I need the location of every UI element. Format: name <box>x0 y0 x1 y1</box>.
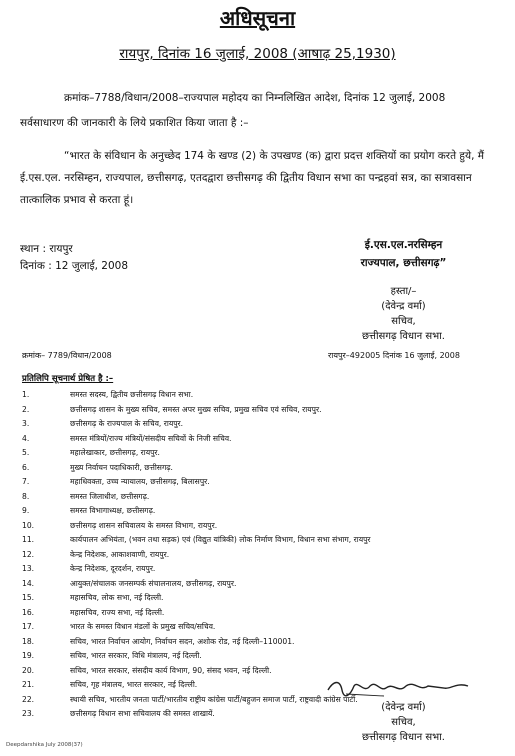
copy-to-heading: प्रतिलिपि सूचनार्थ प्रेषित है :– <box>22 374 114 384</box>
handwritten-signature <box>324 676 474 700</box>
list-item: 1. समस्त सदस्य, द्वितीय छत्तीसगढ़ विधान सभा. <box>22 390 194 399</box>
secretary-office: छत्तीसगढ़ विधान सभा. <box>362 331 445 342</box>
list-item: 10. छत्तीसगढ़ शासन सचिवालय के समस्त विभाग, रायपुर. <box>22 520 218 530</box>
secretary-post: सचिव, <box>391 316 416 327</box>
list-item: 19. सचिव, भारत सरकार, विधि मंत्रालय, नई दिल्ली. <box>22 651 202 660</box>
list-item: 22. स्थायी सचिव, भारतीय जनता पार्टी/भारतीय राष्ट्रीय कांग्रेस पार्टी/बहुजन समाज पार्टी, राष्ट्रवादी कांग्रेस पार्टी. <box>22 694 358 704</box>
list-item: 17. भारत के समस्त विधान मंडलों के प्रमुख सचिव/सचिव. <box>22 622 216 631</box>
list-item: 5. महालेखाकार, छत्तीसगढ़, रायपुर. <box>22 448 160 457</box>
secretary-name: (देवेन्द्र वर्मा) <box>381 301 426 312</box>
closing-signature-block <box>316 700 491 745</box>
list-item: 16. महासचिव, राज्य सभा, नई दिल्ली. <box>22 607 165 617</box>
closing-post: सचिव, <box>391 717 416 728</box>
dateline <box>0 44 515 62</box>
page-title: अधिसूचना <box>219 6 296 30</box>
order-body: “भारत के संविधान के अनुच्छेद 174 के खण्ड (2) के उपखण्ड (क) द्वारा प्रदत्त शक्तियों का प्रयोग करते हुये, मैं ई.एस.एल. नरसिम्हन, राज्यपाल, छत्तीसगढ़, एतदद्वारा छत्तीसगढ़ की द्वितीय विधान सभा का पन्द्रहवां सत्र, का सत्रावसान तात्कालिक प्रभाव से करता हूं। <box>20 150 485 206</box>
order-intro-line1: क्रमांक–7788/विधान/2008–राज्यपाल महोदय का निम्नलिखित आदेश, दिनांक 12 जुलाई, 2008 <box>64 92 446 104</box>
list-item: 7. महाधिवक्ता, उच्च न्यायालय, छत्तीसगढ़, बिलासपुर. <box>22 477 210 486</box>
copy-to-list <box>22 388 502 722</box>
list-item: 23. छत्तीसगढ़ विधान सभा सचिवालय की समस्त शाखायें. <box>22 709 215 718</box>
list-item: 4. समस्त मंत्रियों/राज्य मंत्रियों/संसदीय सचिवों के निजी सचिव. <box>22 433 232 443</box>
list-item: 12. केन्द्र निदेशक, आकाशवाणी, रायपुर. <box>22 549 170 559</box>
list-item: 15. महासचिव, लोक सभा, नई दिल्ली. <box>22 593 164 602</box>
governor-designation: राज्यपाल, छत्तीसगढ़” <box>360 257 447 269</box>
list-item: 18. सचिव, भारत निर्वाचन आयोग, निर्वाचन सदन, अशोक रोड, नई दिल्ली–110001. <box>22 636 295 646</box>
secretary-signed: हस्ता/– <box>390 286 417 297</box>
page-footer: Deepdarshika July 2008(37) <box>6 742 83 748</box>
reference-date: रायपुर–492005 दिनांक 16 जुलाई, 2008 <box>328 351 460 360</box>
list-item: 21. सचिव, गृह मंत्रालय, भारत सरकार, नई दिल्ली. <box>22 680 198 689</box>
dateline-text: रायपुर, दिनांक 16 जुलाई, 2008 (आषाढ़ 25,1930) <box>119 46 396 62</box>
order-intro-line2: सर्वसाधारण की जानकारी के लिये प्रकाशित किया जाता है :– <box>20 117 249 129</box>
closing-office: छत्तीसगढ़ विधान सभा. <box>362 732 445 743</box>
list-item: 9. समस्त विभागाध्यक्ष, छत्तीसगढ़. <box>22 506 156 515</box>
list-item: 20. सचिव, भारत सरकार, संसदीय कार्य विभाग, 90, संसद भवन, नई दिल्ली. <box>22 665 272 675</box>
date-line: दिनांक : 12 जुलाई, 2008 <box>20 260 128 272</box>
governor-signature-block <box>316 236 491 272</box>
governor-name: ई.एस.एल.नरसिम्हन <box>364 239 443 251</box>
secretary-signature-block <box>316 284 491 344</box>
list-item: 11. कार्यपालन अभियंता, (भवन तथा सड़क) एवं (विद्युत यांत्रिकी) लोक निर्माण विभाग, विधान सभा संभाग, रायपुर <box>22 535 371 544</box>
list-item: 3. छत्तीसगढ़ के राज्यपाल के सचिव, रायपुर. <box>22 419 184 428</box>
list-item: 14. आयुक्त/संचालक जनसम्पर्क संचालनालय, छत्तीसगढ़, रायपुर. <box>22 578 237 588</box>
reference-number: क्रमांक– 7789/विधान/2008 <box>22 351 112 360</box>
place-line: स्थान : रायपुर <box>20 243 73 255</box>
list-item: 13. केन्द्र निदेशक, दूरदर्शन, रायपुर. <box>22 564 156 573</box>
closing-name: (देवेन्द्र वर्मा) <box>381 702 426 713</box>
list-item: 2. छत्तीसगढ़ शासन के मुख्य सचिव, समस्त अपर मुख्य सचिव, प्रमुख सचिव एवं सचिव, रायपुर. <box>22 404 322 414</box>
list-item: 6. मुख्य निर्वाचन पदाधिकारी, छत्तीसगढ़. <box>22 462 173 472</box>
list-item: 8. समस्त जिलाधीश, छत्तीसगढ़. <box>22 491 150 501</box>
